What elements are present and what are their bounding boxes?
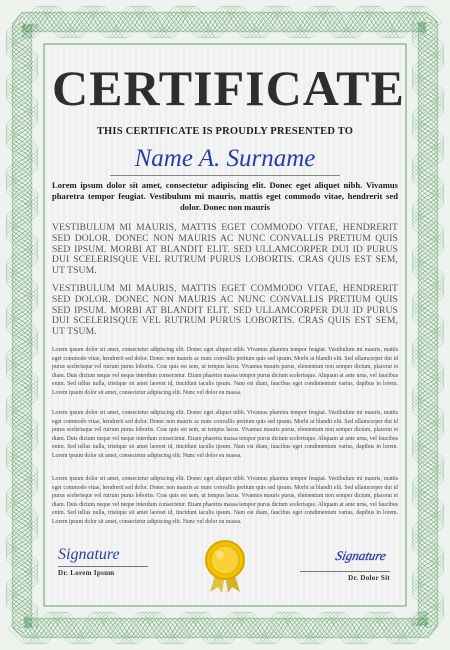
bold-description: Lorem ipsum dolor sit amet, consectetur adipiscing elit. Donec eget aliquet nibh. Vivamus pharetra tempor feugiat. Vestibulum mi mauris, mattis eget commodo vitae, hendrerit sed dolor. Donec non mauris	[52, 180, 398, 212]
small-paragraph-1: Lorem ipsum dolor sit amet, consectetur adipiscing elit. Donec eget aliquet nibh. Vivamus pharetra tempor feugiat. Vestibulum mi mauris, mattis eget commodo vitae, hendrerit sed dolor. Donec non mauris ac nunc convallis pretium quis sed ipsum. Morbi at blandit elit. Sed ullamcorper dui id purus scelerisque vel rutrum purus lobortis. Cras quis est sem, ut tempus lacus. Vivamus mauris purus, elementum non semper dictum, placerat et diam. Duis dictum neque vel neque interdum consectetur. Etiam pharetra massa tempor purus dictum scelerisque. Aliquam at ante urna, vel faucibus enim. Sed tellus nulla, tristique sit amet laoreet id, tincidunt iaculis ipsum. Nam est diam, faucibus eget condimentum varius, dapibus in lorem. Lorem ipsum dolor sit amet, consectetur adipiscing elit. Nunc vel dolor eu massa.	[52, 347, 398, 396]
signature-right-script	[302, 546, 390, 564]
signature-left-name: Dr. Lorem Ipsum	[58, 569, 115, 577]
signature-left-script: Signature	[58, 546, 120, 563]
gold-seal-icon	[202, 538, 248, 594]
caps-paragraph-2: VESTIBULUM MI MAURIS, MATTIS EGET COMMODO VITAE, HENDRERIT SED DOLOR. DONEC NON MAURIS AC NUNC CONVALLIS PRETIUM QUIS SED IPSUM. MORBI AT BLANDIT ELIT. SED ULLAMCORPER DUI ID PURUS DUI SCELERISQUE VEL RUTRUM PURUS LOBORTIS. CRAS QUIS EST SEM, UT TSUM.	[52, 283, 398, 338]
presented-to-line: THIS CERTIFICATE IS PROUDLY PRESENTED TO	[96, 126, 354, 137]
certificate-title: CERTIFICATE	[52, 60, 405, 116]
signature-block-right	[300, 546, 390, 582]
recipient-underline	[110, 175, 340, 176]
signature-right-name: Dr. Dolor Sit	[348, 574, 390, 582]
signature-block-left	[58, 546, 148, 577]
signature-right-text: Signature	[334, 548, 388, 563]
recipient-name: Name A. Surname	[134, 145, 316, 172]
signature-left-line	[58, 566, 148, 567]
caps-paragraph-1: VESTIBULUM MI MAURIS, MATTIS EGET COMMODO VITAE, HENDRERIT SED DOLOR. DONEC NON MAURIS AC NUNC CONVALLIS PRETIUM QUIS SED IPSUM. MORBI AT BLANDIT ELIT. SED ULLAMCORPER DUI ID PURUS DUI SCELERISQUE VEL RUTRUM PURUS LOBORTIS. CRAS QUIS EST SEM, UT TSUM.	[52, 222, 398, 277]
small-paragraph-2: Lorem ipsum dolor sit amet, consectetur adipiscing elit. Donec eget aliquet nibh. Vivamus pharetra tempor feugiat. Vestibulum mi mauris, mattis eget commodo vitae, hendrerit sed dolor. Donec non mauris ac nunc convallis pretium quis sed ipsum. Morbi at blandit elit. Sed ullamcorper dui id purus scelerisque vel rutrum purus lobortis. Cras quis est sem, ut tempus lacus. Vivamus mauris purus, elementum non semper dictum, placerat et diam. Duis dictum neque vel neque interdum consectetur. Etiam pharetra massa tempor purus dictum scelerisque. Aliquam at ante urna, vel faucibus enim. Sed tellus nulla, tristique sit amet laoreet id, tincidunt iaculis ipsum. Nam est diam, faucibus eget condimentum varius, dapibus in lorem. Lorem ipsum dolor sit amet, consectetur adipiscing elit. Nunc vel dolor eu massa.	[52, 410, 398, 459]
certificate-content	[52, 56, 405, 616]
signature-right-line	[300, 571, 390, 572]
small-paragraph-3: Lorem ipsum dolor sit amet, consectetur adipiscing elit. Donec eget aliquet nibh. Vivamus pharetra tempor feugiat. Vestibulum mi mauris, mattis eget commodo vitae, hendrerit sed dolor. Donec non mauris ac nunc convallis pretium quis sed ipsum. Morbi at blandit elit. Sed ullamcorper dui id purus scelerisque vel rutrum purus lobortis. Cras quis est sem, ut tempus lacus. Vivamus mauris purus, elementum non semper dictum, placerat et diam. Duis dictum neque vel neque interdum consectetur. Etiam pharetra massa tempor purus dictum scelerisque. Aliquam at ante urna, vel faucibus enim. Sed tellus nulla, tristique sit amet laoreet id, tincidunt iaculis ipsum. Nam est diam, faucibus eget condimentum varius, dapibus in lorem. Lorem ipsum dolor sit amet, consectetur adipiscing elit. Nunc vel dolor eu massa.	[52, 476, 398, 525]
